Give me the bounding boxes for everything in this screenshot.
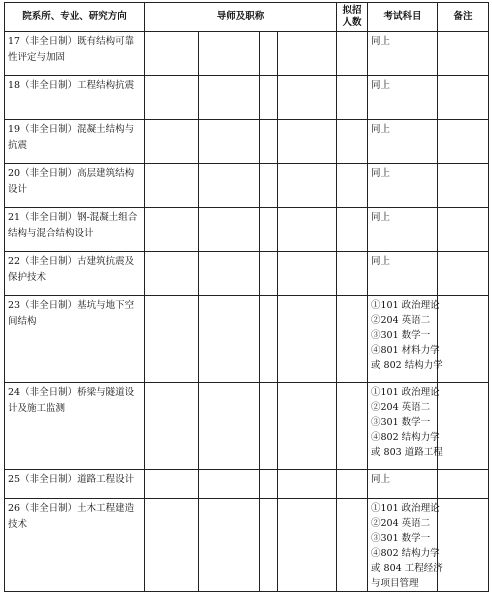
enroll-cell: [337, 470, 368, 499]
exam-line: 或 802 结构力学: [371, 360, 443, 371]
advisor-cell: [278, 164, 337, 208]
table-row: [5, 164, 489, 208]
enroll-cell: [337, 76, 368, 120]
enroll-cell: [337, 383, 368, 470]
table-row: [5, 76, 489, 120]
major-cell: [5, 32, 145, 76]
major-cell: [5, 296, 145, 383]
table-row: [5, 120, 489, 164]
advisor-cell: [145, 470, 199, 499]
advisor-cell: [278, 470, 337, 499]
major-cell: [5, 208, 145, 252]
advisor-cell: [278, 120, 337, 164]
note-cell: [438, 32, 489, 76]
advisor-cell: [199, 120, 260, 164]
exam-line: 同上: [371, 124, 391, 135]
enroll-cell: [337, 32, 368, 76]
exam-cell: [368, 208, 438, 252]
major-line: 20（非全日制）高层建筑结构: [8, 168, 135, 179]
advisor-cell: [199, 164, 260, 208]
advisor-cell: [278, 499, 337, 592]
major-line: 24（非全日制）桥梁与隧道设: [8, 387, 135, 398]
enroll-cell: [337, 208, 368, 252]
major-line: 18（非全日制）工程结构抗震: [8, 80, 135, 91]
advisor-cell: [278, 296, 337, 383]
advisor-cell: [199, 208, 260, 252]
note-cell: [438, 76, 489, 120]
advisor-cell: [145, 32, 199, 76]
exam-line: 同上: [371, 212, 391, 223]
note-cell: [438, 120, 489, 164]
header-row: [5, 3, 489, 32]
major-line: 22（非全日制）古建筑抗震及: [8, 256, 135, 267]
advisor-cell: [260, 499, 278, 592]
exam-cell: [368, 383, 443, 470]
major-cell: [5, 76, 145, 120]
note-cell: [438, 296, 489, 383]
major-cell: [5, 383, 145, 470]
advisor-cell: [260, 383, 278, 470]
advisor-cell: [199, 32, 260, 76]
table-row: [5, 470, 489, 499]
exam-cell: [368, 470, 438, 499]
exam-line: 同上: [371, 256, 391, 267]
exam-line: 同上: [371, 80, 391, 91]
major-line: 21（非全日制）钢-混凝土组合: [8, 212, 138, 223]
exam-cell: [368, 120, 438, 164]
advisor-cell: [199, 499, 260, 592]
advisor-cell: [260, 252, 278, 296]
advisor-cell: [260, 164, 278, 208]
exam-cell: [368, 499, 443, 592]
program-table: [4, 2, 489, 592]
advisor-cell: [145, 252, 199, 296]
exam-line: ①101 政治理论: [371, 503, 440, 514]
major-line: 结构与混合结构设计: [8, 228, 94, 239]
enroll-cell: [337, 120, 368, 164]
advisor-cell: [199, 470, 260, 499]
major-line: 25（非全日制）道路工程设计: [8, 474, 135, 485]
advisor-cell: [145, 120, 199, 164]
note-cell: [438, 208, 489, 252]
advisor-cell: [145, 383, 199, 470]
note-cell: [438, 470, 489, 499]
table-row: [5, 296, 489, 383]
advisor-cell: [199, 252, 260, 296]
enroll-cell: [337, 296, 368, 383]
major-line: 抗震: [8, 140, 28, 151]
advisor-cell: [278, 252, 337, 296]
advisor-cell: [260, 76, 278, 120]
exam-line: ③301 数学一: [371, 417, 431, 428]
advisor-cell: [260, 32, 278, 76]
advisor-cell: [145, 208, 199, 252]
exam-line: 同上: [371, 168, 391, 179]
header-enroll: 拟招人数: [337, 3, 368, 32]
advisor-cell: [260, 120, 278, 164]
exam-line: ②204 英语二: [371, 315, 431, 326]
advisor-cell: [145, 76, 199, 120]
major-line: 间结构: [8, 316, 37, 327]
table-row: [5, 499, 489, 592]
header-advisor: 导师及职称: [145, 3, 337, 32]
table-body: [5, 32, 489, 592]
major-line: 计及施工监测: [8, 403, 66, 414]
exam-line: ④802 结构力学: [371, 432, 440, 443]
advisor-cell: [199, 296, 260, 383]
table-row: [5, 252, 489, 296]
major-cell: [5, 252, 145, 296]
major-line: 技术: [8, 519, 28, 530]
exam-line: ②204 英语二: [371, 518, 431, 529]
advisor-cell: [278, 32, 337, 76]
major-line: 19（非全日制）混凝土结构与: [8, 124, 135, 135]
exam-line: ③301 数学一: [371, 330, 431, 341]
advisor-cell: [145, 296, 199, 383]
header-exam: 考试科目: [368, 3, 438, 32]
note-cell: [438, 499, 489, 592]
advisor-cell: [278, 383, 337, 470]
advisor-cell: [260, 296, 278, 383]
exam-line: 与项目管理: [371, 578, 419, 589]
major-line: 设计: [8, 184, 28, 195]
exam-cell: [368, 32, 438, 76]
exam-cell: [368, 296, 443, 383]
advisor-cell: [145, 499, 199, 592]
exam-line: ③301 数学一: [371, 533, 431, 544]
advisor-cell: [199, 383, 260, 470]
exam-cell: [368, 76, 438, 120]
advisor-cell: [260, 208, 278, 252]
note-cell: [438, 164, 489, 208]
note-cell: [438, 252, 489, 296]
exam-line: ①101 政治理论: [371, 300, 440, 311]
major-cell: [5, 499, 145, 592]
advisor-cell: [199, 76, 260, 120]
major-line: 保护技术: [8, 272, 47, 283]
major-line: 23（非全日制）基坑与地下空: [8, 300, 135, 311]
major-cell: [5, 120, 145, 164]
major-line: 性评定与加固: [8, 52, 66, 63]
exam-line: 同上: [371, 474, 391, 485]
header-major: 院系所、专业、研究方向: [5, 3, 145, 32]
enroll-cell: [337, 499, 368, 592]
enroll-cell: [337, 252, 368, 296]
note-cell: [438, 383, 489, 470]
major-cell: [5, 164, 145, 208]
exam-line: ④801 材料力学: [371, 345, 440, 356]
advisor-cell: [278, 208, 337, 252]
exam-cell: [368, 252, 438, 296]
exam-line: ②204 英语二: [371, 402, 431, 413]
table-row: [5, 32, 489, 76]
advisor-cell: [260, 470, 278, 499]
exam-line: 同上: [371, 36, 391, 47]
exam-line: 或 804 工程经济: [371, 563, 443, 574]
major-line: 26（非全日制）土木工程建造: [8, 503, 135, 514]
advisor-cell: [145, 164, 199, 208]
major-cell: [5, 470, 145, 499]
table-row: [5, 208, 489, 252]
exam-line: ①101 政治理论: [371, 387, 440, 398]
header-note: 备注: [438, 3, 489, 32]
exam-cell: [368, 164, 438, 208]
major-line: 17（非全日制）既有结构可靠: [8, 36, 135, 47]
exam-line: ④802 结构力学: [371, 548, 440, 559]
advisor-cell: [278, 76, 337, 120]
table-row: [5, 383, 489, 470]
enroll-cell: [337, 164, 368, 208]
exam-line: 或 803 道路工程: [371, 447, 443, 458]
